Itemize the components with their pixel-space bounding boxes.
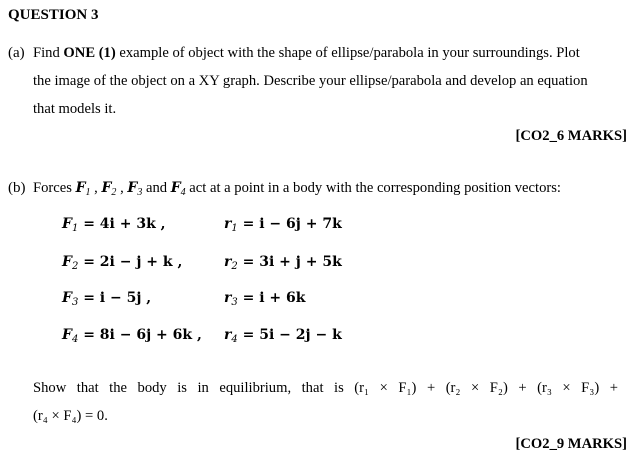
intro-and: and bbox=[142, 180, 171, 196]
intro-f2: F bbox=[101, 180, 112, 196]
intro-f3: F bbox=[127, 180, 138, 196]
intro-f4: F bbox=[170, 180, 181, 196]
part-a-line-3: that models it. bbox=[33, 101, 117, 117]
intro-f3-sub: 3 bbox=[137, 187, 143, 198]
equilibrium-line-2: (r₄ × F₄) = 0. bbox=[33, 408, 108, 424]
intro-comma-1: , bbox=[90, 180, 102, 196]
intro-text-1: Forces bbox=[33, 180, 76, 196]
part-b-label: (b) bbox=[8, 180, 26, 196]
part-a-label: (a) bbox=[8, 45, 25, 61]
part-a-line-1 bbox=[33, 45, 580, 62]
intro-f1-sub: 1 bbox=[85, 187, 91, 198]
part-a-line-2: the image of the object on a XY graph. Describe your ellipse/parabola and develop an equation bbox=[33, 73, 588, 89]
part-a-line-1-start: Find bbox=[33, 45, 64, 61]
intro-text-2: act at a point in a body with the corresponding position vectors: bbox=[185, 180, 561, 196]
part-a-marks: [CO2_6 MARKS] bbox=[515, 128, 627, 144]
question-title: QUESTION 3 bbox=[8, 7, 99, 23]
position-r3: $r_3 = i + 6k$ bbox=[224, 290, 306, 308]
equilibrium-line-1: Show that the body is in equilibrium, that is (r₁ × F₁) + (r₂ × F₂) + (r₃ × F₃) + bbox=[33, 380, 618, 396]
intro-f4-sub: 4 bbox=[180, 187, 186, 198]
force-f1: $F_1 = 4i + 3k$ , bbox=[62, 216, 166, 234]
position-r4: $r_4 = 5i - 2j - k$ bbox=[224, 327, 342, 345]
position-r2: $r_2 = 3i + j + 5k$ bbox=[224, 254, 342, 272]
force-f3: $F_3 = i - 5j$ , bbox=[62, 290, 152, 308]
force-f4: $F_4 = 8i - 6j + 6k$ , bbox=[62, 327, 202, 345]
part-a-line-1-bold: ONE (1) bbox=[63, 45, 116, 61]
part-a-line-1-end: example of object with the shape of ellipse/parabola in your surroundings. Plot bbox=[115, 45, 580, 61]
part-b-marks: [CO2_9 MARKS] bbox=[515, 436, 627, 452]
intro-comma-2: , bbox=[116, 180, 128, 196]
intro-f1: F bbox=[75, 180, 86, 196]
position-r1: $r_1 = i - 6j + 7k$ bbox=[224, 216, 342, 234]
part-b-intro bbox=[33, 180, 561, 198]
force-f2: $F_2 = 2i - j + k$ , bbox=[62, 254, 183, 272]
intro-f2-sub: 2 bbox=[111, 187, 117, 198]
